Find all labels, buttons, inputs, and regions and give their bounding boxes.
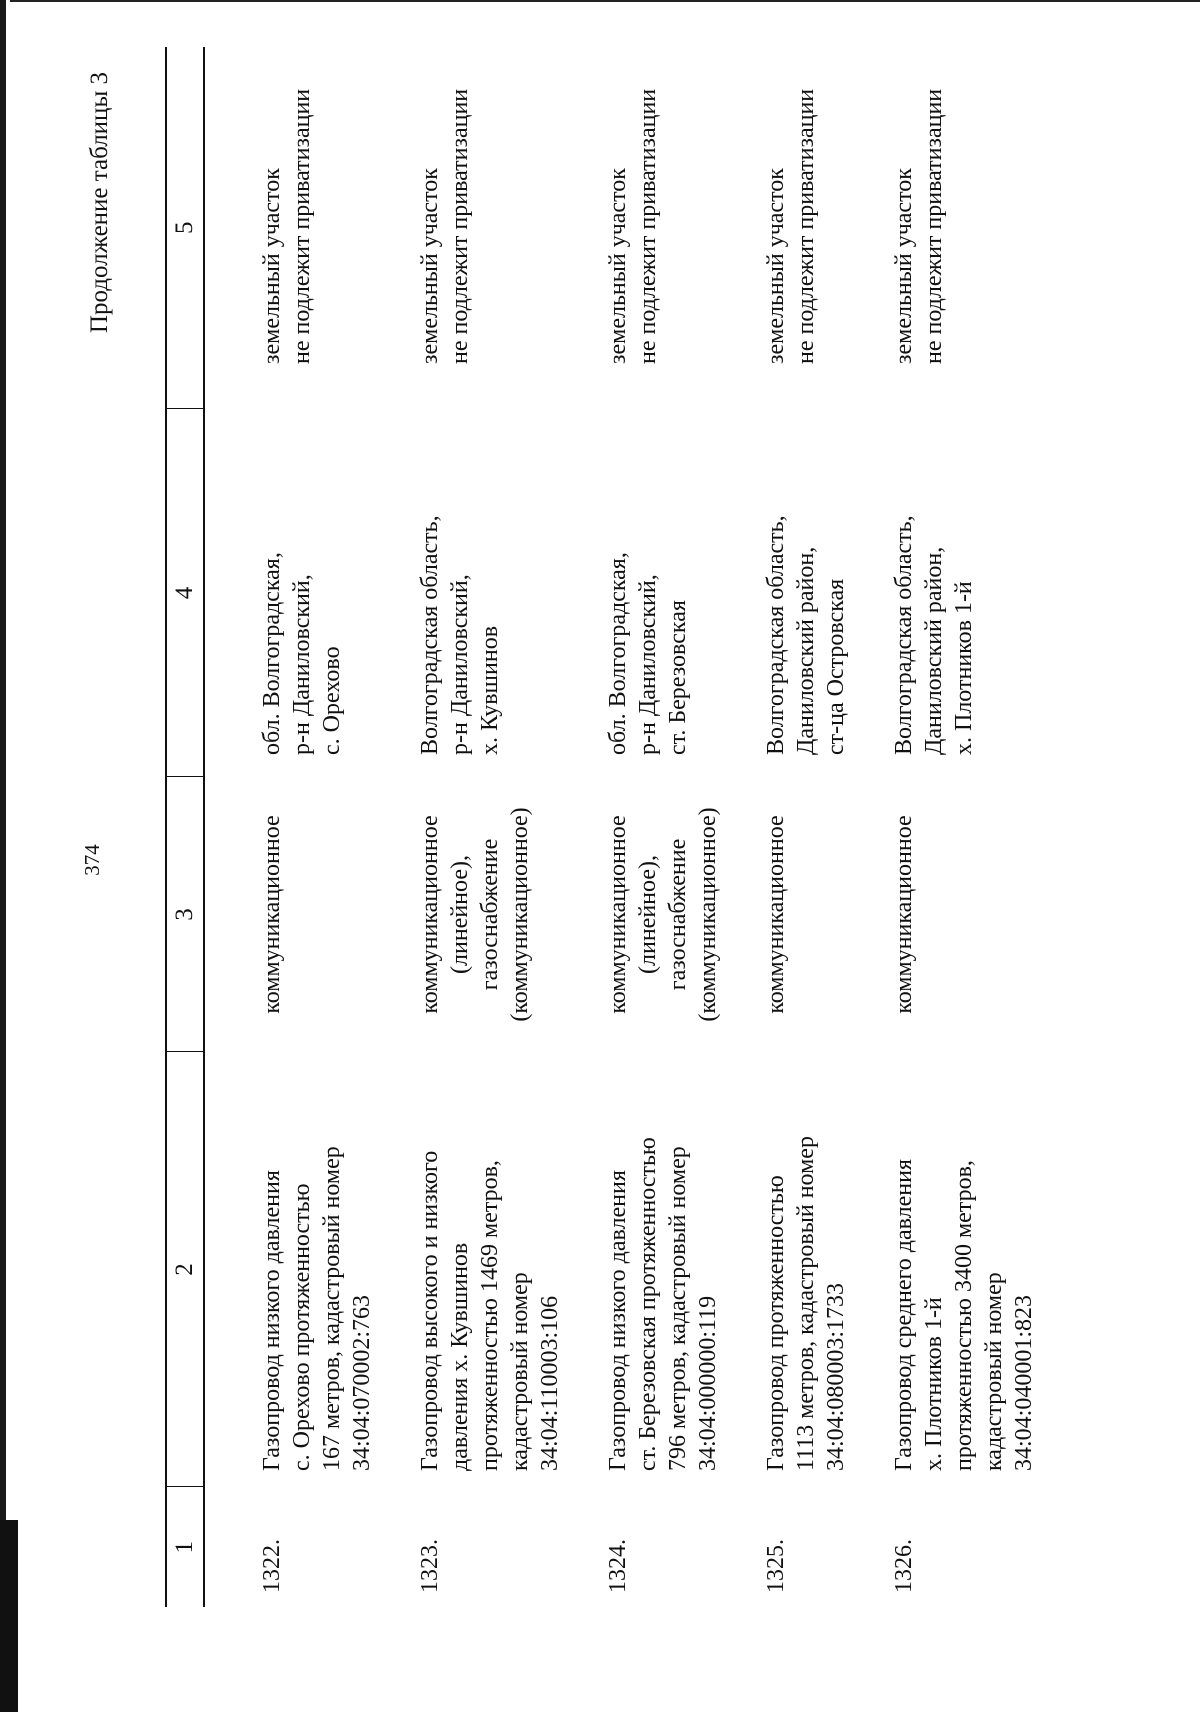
object-type-line: коммуникационное bbox=[891, 815, 917, 1014]
row-number: 1323. bbox=[417, 1539, 443, 1593]
object-description-line: кадастровый номер bbox=[981, 1272, 1007, 1471]
object-note bbox=[851, 47, 1039, 409]
object-type-line: (линейное), bbox=[635, 855, 661, 974]
object-address bbox=[377, 409, 565, 777]
object-description-line: 34:04:080003:1733 bbox=[823, 1282, 849, 1471]
object-address-line: обл. Волгоградская, bbox=[605, 552, 631, 755]
object-address-line: Даниловский район, bbox=[793, 546, 819, 755]
object-note bbox=[723, 47, 851, 409]
object-type-line: коммуникационное bbox=[605, 815, 631, 1014]
object-description-line: Газопровод высокого и низкого bbox=[417, 1150, 443, 1471]
object-address-line: х. Кувшинов bbox=[477, 625, 503, 755]
object-type-line: (коммуникационное) bbox=[695, 807, 721, 1022]
object-description-line: Газопровод среднего давления bbox=[891, 1159, 917, 1471]
object-description-line: 796 метров, кадастровый номер bbox=[665, 1146, 691, 1471]
object-address-line: с. Орехово bbox=[319, 646, 345, 755]
row-number: 1325. bbox=[763, 1539, 789, 1593]
object-address bbox=[851, 409, 1039, 777]
object-note-line: земельный участок bbox=[259, 168, 285, 364]
object-description-line: х. Плотников 1-й bbox=[921, 1297, 947, 1471]
object-address-line: р-н Даниловский, bbox=[635, 574, 661, 755]
table-row bbox=[723, 47, 851, 1607]
object-note-line: не подлежит приватизации bbox=[635, 88, 661, 364]
object-type bbox=[377, 777, 565, 1052]
object-description bbox=[851, 1052, 1039, 1487]
object-description bbox=[723, 1052, 851, 1487]
object-address-line: Даниловский район, bbox=[921, 546, 947, 755]
page-number: 374 bbox=[80, 844, 104, 876]
object-description-line: Газопровод низкого давления bbox=[259, 1170, 285, 1471]
object-address-line: Волгоградская область, bbox=[417, 515, 443, 755]
object-note-line: земельный участок bbox=[763, 168, 789, 364]
object-note-line: не подлежит приватизации bbox=[289, 88, 315, 364]
object-note bbox=[565, 47, 723, 409]
object-note-line: земельный участок bbox=[605, 168, 631, 364]
table-row bbox=[565, 47, 723, 1607]
object-type bbox=[723, 777, 851, 1052]
column-header-4: 4 bbox=[166, 409, 204, 777]
object-description-line: 34:04:110003:106 bbox=[537, 1295, 563, 1471]
object-description-line: с. Орехово протяженностью bbox=[289, 1183, 315, 1471]
object-note-line: земельный участок bbox=[891, 168, 917, 364]
object-description-line: давления х. Кувшинов bbox=[447, 1242, 473, 1471]
column-header-5: 5 bbox=[166, 47, 204, 409]
object-type bbox=[204, 777, 377, 1052]
column-header-3: 3 bbox=[166, 777, 204, 1052]
object-description-line: Газопровод протяженностью bbox=[763, 1175, 789, 1471]
object-type bbox=[565, 777, 723, 1052]
object-description bbox=[565, 1052, 723, 1487]
object-description-line: 34:04:070002:763 bbox=[349, 1294, 375, 1471]
object-description-line: кадастровый номер bbox=[507, 1272, 533, 1471]
object-address-line: ст-ца Островская bbox=[823, 578, 849, 755]
table-row bbox=[851, 47, 1039, 1607]
object-note-line: земельный участок bbox=[417, 168, 443, 364]
row-number: 1322. bbox=[259, 1539, 285, 1593]
object-address-line: р-н Даниловский, bbox=[289, 574, 315, 755]
object-type-line: коммуникационное bbox=[259, 815, 285, 1014]
object-address-line: Волгоградская область, bbox=[763, 515, 789, 755]
object-description bbox=[377, 1052, 565, 1487]
object-address bbox=[723, 409, 851, 777]
row-number: 1326. bbox=[891, 1539, 917, 1593]
object-address-line: х. Плотников 1-й bbox=[951, 581, 977, 755]
object-description-line: 1113 метров, кадастровый номер bbox=[793, 1136, 819, 1471]
table-row bbox=[204, 47, 377, 1607]
table-body bbox=[204, 47, 1039, 1607]
object-type-line: (линейное), bbox=[447, 855, 473, 974]
object-note bbox=[204, 47, 377, 409]
object-address bbox=[565, 409, 723, 777]
object-note-line: не подлежит приватизации bbox=[793, 88, 819, 364]
object-description-line: протяженностью 1469 метров, bbox=[477, 1160, 503, 1471]
object-description-line: 167 метров, кадастровый номер bbox=[319, 1146, 345, 1471]
row-number: 1324. bbox=[605, 1539, 631, 1593]
column-header-2: 2 bbox=[166, 1052, 204, 1487]
object-type-line: газоснабжение bbox=[477, 838, 503, 991]
object-type-line: коммуникационное bbox=[417, 815, 443, 1014]
object-description-line: протяженностью 3400 метров, bbox=[951, 1160, 977, 1471]
object-address-line: обл. Волгоградская, bbox=[259, 552, 285, 755]
object-note-line: не подлежит приватизации bbox=[447, 88, 473, 364]
object-description-line: Газопровод низкого давления bbox=[605, 1170, 631, 1471]
object-note-line: не подлежит приватизации bbox=[921, 88, 947, 364]
column-header-1: 1 bbox=[166, 1487, 204, 1607]
object-description bbox=[204, 1052, 377, 1487]
table-row bbox=[377, 47, 565, 1607]
property-table bbox=[165, 47, 1039, 1607]
object-description-line: 34:04:040001:823 bbox=[1011, 1294, 1037, 1471]
object-type bbox=[851, 777, 1039, 1052]
object-description-line: ст. Березовская протяженностью bbox=[635, 1137, 661, 1471]
object-address bbox=[204, 409, 377, 777]
object-type-line: (коммуникационное) bbox=[507, 807, 533, 1022]
object-note bbox=[377, 47, 565, 409]
object-description-line: 34:04:000000:119 bbox=[695, 1295, 721, 1471]
object-type-line: газоснабжение bbox=[665, 838, 691, 991]
object-address-line: ст. Березовская bbox=[665, 600, 691, 755]
table-caption: Продолжение таблицы 3 bbox=[86, 72, 113, 334]
object-address-line: р-н Даниловский, bbox=[447, 574, 473, 755]
table-header bbox=[166, 47, 204, 1607]
object-type-line: коммуникационное bbox=[763, 815, 789, 1014]
object-address-line: Волгоградская область, bbox=[891, 515, 917, 755]
